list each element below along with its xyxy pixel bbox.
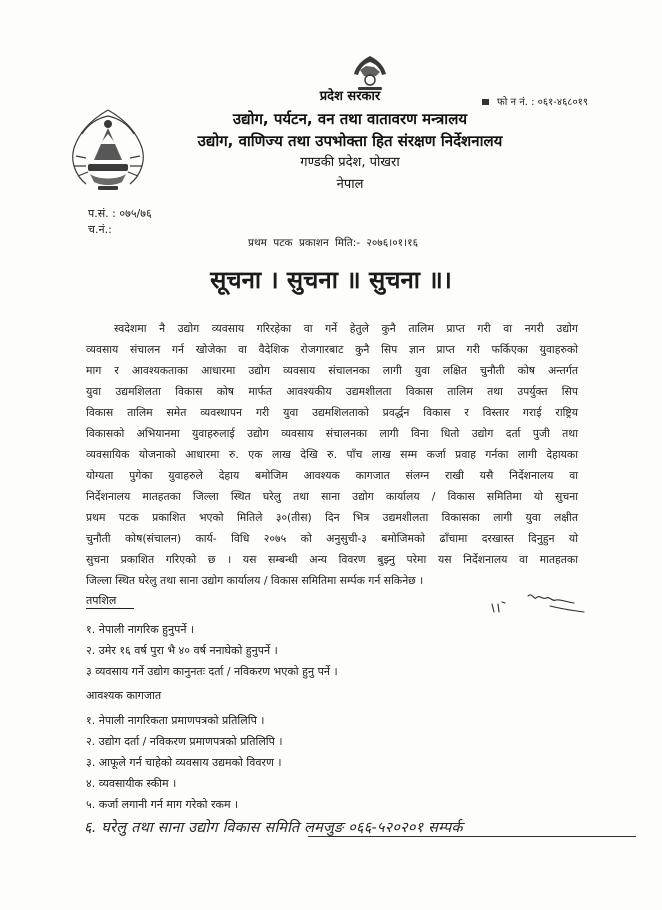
body-line: निर्देशनालय मातहतका जिल्ला स्थित घरेलु तथा साना उद्योग कार्यालय / विकास समितिमा यो सुचना	[86, 490, 578, 503]
body-line: व्यवसायिक योजनाको आधारमा रु. एक लाख देखि रु. पाँच लाख सम्म कर्जा प्रवाह गर्नका लागी देहायका	[86, 448, 578, 461]
handwritten-signature	[488, 590, 588, 620]
heading-underline	[86, 608, 134, 609]
body-line: प्रथम पटक प्रकाशित भएको मितिले ३०(तीस) दिन भित्र उद्यमशीलता विकासका लागी युवा लक्षीत	[86, 511, 578, 524]
list-item: ५. कर्जा लगानी गर्न माग गरेको रकम ।	[86, 798, 239, 811]
country-name: नेपाल	[336, 177, 364, 192]
publication-date: प्रथम पटक प्रकाशन मिति:- २०७६।०१।१६	[248, 237, 419, 249]
phone-icon	[482, 99, 489, 105]
dispatch-number: च.नं.:	[88, 223, 112, 236]
list-item: ४. व्यवसायीक स्कीम ।	[86, 777, 177, 790]
list-item: ३ व्यवसाय गर्ने उद्योग कानुनतः दर्ता / नविकरण भएको हुनु पर्ने ।	[86, 665, 338, 678]
body-line: विकास तालिम समेत व्यवस्थापन गरी युवा उद्यमशिलताको प्रवर्द्धन विकास र विस्तार गराई राष्ट्रिय	[86, 406, 578, 419]
list-item: २. उद्योग दर्ता / नविकरण प्रमाणपत्रको प्रतिलिपि ।	[86, 735, 283, 748]
list-item: ३. आफूले गर्न चाहेको व्यवसाय उद्यमको विवरण ।	[86, 756, 282, 769]
body-line: चुनौती कोष(संचालन) कार्य- विधि २०७५ को अनुसुची-३ बमोजिमको ढाँचामा दरखास्त दिनुहुन यो	[86, 532, 578, 545]
body-line: विकासको अभियानमा युवाहरुलाई उद्योग व्यवसाय संचालनका लागी विना धितो उद्योग दर्ता पुजी तथा	[86, 427, 578, 440]
body-line: व्यवसाय संचालन गर्न खोजेका वा वैदेशिक रोजगारबाट कुनै सिप ज्ञान प्राप्त गरी फर्किएका युवाहरुको	[86, 343, 578, 356]
body-line: योग्यता पुगेका युवाहरुले देहाय बमोजिम आवश्यक कागजात संलग्न राखी यसै निर्देशनालय वा	[86, 469, 578, 482]
province-city: गण्डकी प्रदेश, पोखरा	[300, 155, 400, 170]
list-item: २. उमेर १६ वर्ष पुरा भै ४० वर्ष ननाघेको हुनुपर्ने ।	[86, 644, 278, 657]
body-line: जिल्ला स्थित घरेलु तथा साना उद्योग कार्यालय / विकास समितिमा सर्म्पक गर्न सकिनेछ ।	[86, 574, 424, 587]
requirements-heading	[86, 593, 116, 608]
ministry-name: उद्योग, पर्यटन, वन तथा वातावरण मन्त्रालय	[232, 110, 468, 128]
body-line: युवा उद्यमशिलता विकास कोष मार्फत आवश्यकीय उद्यमशीलता विकास तालिम तथा उपर्युक्त सिप	[86, 385, 578, 398]
requirements-heading-text: तपशिल	[86, 594, 117, 607]
directorate-name: उद्योग, वाणिज्य तथा उपभोक्ता हित संरक्षण निर्देशनालय	[197, 132, 503, 150]
documents-list	[86, 710, 283, 815]
body-line: सुचना प्रकाशित गरिएको छ । यस सम्बन्धी अन्य विवरण बुझ्नु परेमा यस निर्देशनालय वा मातहतका	[86, 553, 578, 566]
phone-number	[482, 94, 588, 108]
handwritten-contact-note: ६. घरेलु तथा साना उद्योग विकास समिति लमजुङ ०६६-५२०२०१ सम्पर्क	[84, 820, 463, 836]
letter-reference-number: प.सं. : ०७५/७६	[88, 207, 152, 220]
list-item: १. नेपाली नागरिकता प्रमाणपत्रको प्रतिलिपि ।	[86, 714, 265, 727]
body-line: स्वदेशमा नै उद्योग व्यवसाय गरिरहेका वा गर्ने हेतुले कुनै तालिम प्राप्त गरी वा नगरी उद्योग	[114, 322, 578, 335]
government-emblem-icon	[64, 104, 152, 196]
notice-title: सूचना । सुचना ॥ सुचना ॥।	[210, 266, 452, 294]
notice-body	[86, 318, 578, 591]
body-line: माग र आवश्यकताका आधारमा उद्योग व्यवसाय संचालनका लागी युवा लक्षित चुनौती कोष अन्तर्गत	[86, 364, 578, 377]
requirements-list	[86, 619, 338, 682]
documents-heading: आवश्यक कागजात	[86, 689, 162, 702]
phone-text: फो न नं. : ०६१-४६८०१९	[497, 97, 589, 108]
list-item: १. नेपाली नागरिक हुनुपर्ने ।	[86, 623, 195, 636]
handwritten-underline	[308, 836, 636, 837]
government-name: प्रदेश सरकार	[319, 89, 381, 104]
